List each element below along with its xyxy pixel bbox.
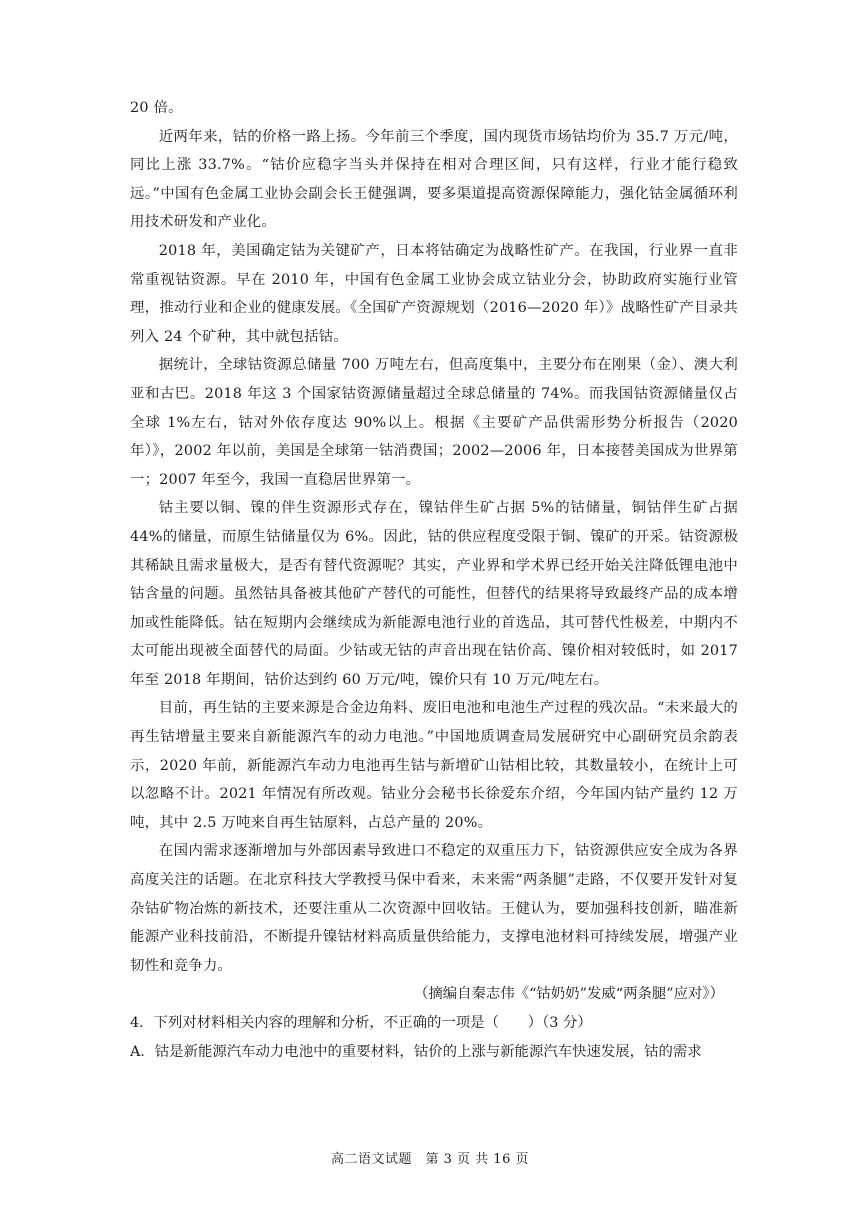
article-body [130, 94, 738, 1066]
paragraph-continued: 20 倍。 [130, 100, 183, 116]
article-source: （摘编自秦志伟《“钴奶奶”发威“两条腿”应对》） [413, 986, 724, 1003]
paragraph-supply-security: 在国内需求逐渐增加与外部因素导致进口不稳定的双重压力下，钴资源供应安全成为各界高度关注的话题。在北京科技大学教授马保中看来，未来需“两条腿”走路，不仅要开发针对复杂钴矿物冶炼的新技术，还要注重从二次资源中回收钴。王健认为，要加强科技创新，瞄准新能源产业科技前沿，不断提升镍钴材料高质量供给能力，支撑电池材料可持续发展，增强产业韧性和竞争力。 [130, 843, 738, 974]
paragraph-recycled-cobalt: 目前，再生钴的主要来源是合金边角料、废旧电池和电池生产过程的残次品。“未来最大的再生钴增量主要来自新能源汽车的动力电池。”中国地质调查局发展研究中心副研究员余韵表示，2020 年前，新能源汽车动力电池再生钴与新增矿山钴相比较，其数量较小，在统计上可以忽略不计。2021 年情况有所改观。钴业分会秘书长徐爱东介绍，今年国内钴产量约 12 万吨，其中 2.5 万吨来自再生钴原料，占总产量的 20%。 [130, 700, 738, 831]
paragraph-global-reserves: 据统计，全球钴资源总储量 700 万吨左右，但高度集中，主要分布在刚果（金）、澳大利亚和古巴。2018 年这 3 个国家钴资源储量超过全球总储量的 74%。而我国钴资源储量仅占全球 1%左右，钴对外依存度达 90%以上。根据《主要矿产品供需形势分析报告（2020 年）》，2002 年以前，美国是全球第一钴消费国；2002—2006 年，日本接替美国成为世界第一；2007 年至今，我国一直稳居世界第一。 [130, 357, 738, 488]
question-4: 4．下列对材料相关内容的理解和分析，不正确的一项是（ ）（3 分） [130, 1015, 592, 1031]
paragraph-cobalt-price: 近两年来，钴的价格一路上扬。今年前三个季度，国内现货市场钴均价为 35.7 万元/吨，同比上涨 33.7%。“钴价应稳字当头并保持在相对合理区间，只有这样，行业才能行稳致远。”中国有色金属工业协会副会长王健强调，要多渠道提高资源保障能力，强化钴金属循环利用技术研发和产业化。 [130, 128, 738, 231]
paragraph-strategic-mineral: 2018 年，美国确定钴为关键矿产，日本将钴确定为战略性矿产。在我国，行业界一直非常重视钴资源。早在 2010 年，中国有色金属工业协会成立钴业分会，协助政府实施行业管理，推动行业和企业的健康发展。《全国矿产资源规划（2016—2020 年）》战略性矿产目录共列入 24 个矿种，其中就包括钴。 [130, 242, 738, 345]
page-footer: 高二语文试题 第 3 页 共 16 页 [331, 1152, 529, 1167]
option-a: A．钴是新能源汽车动力电池中的重要材料，钴价的上涨与新能源汽车快速发展，钴的需求 [130, 1043, 702, 1060]
paragraph-associated-resources: 钴主要以铜、镍的伴生资源形式存在，镍钴伴生矿占据 5%的钴储量，铜钴伴生矿占据 44%的储量，而原生钴储量仅为 6%。因此，钴的供应程度受限于铜、镍矿的开采。钴资源极其稀缺且需求量极大，是否有替代资源呢？其实，产业界和学术界已经开始关注降低锂电池中钴含量的问题。虽然钴具备被其他矿产替代的可能性，但替代的结果将导致最终产品的成本增加或性能降低。钴在短期内会继续成为新能源电池行业的首选品，其可替代性极差，中期内不太可能出现被全面替代的局面。少钴或无钴的声音出现在钴价高、镍价相对较低时，如 2017 年至 2018 年期间，钴价达到约 60 万元/吨，镍价只有 10 万元/吨左右。 [130, 500, 738, 688]
